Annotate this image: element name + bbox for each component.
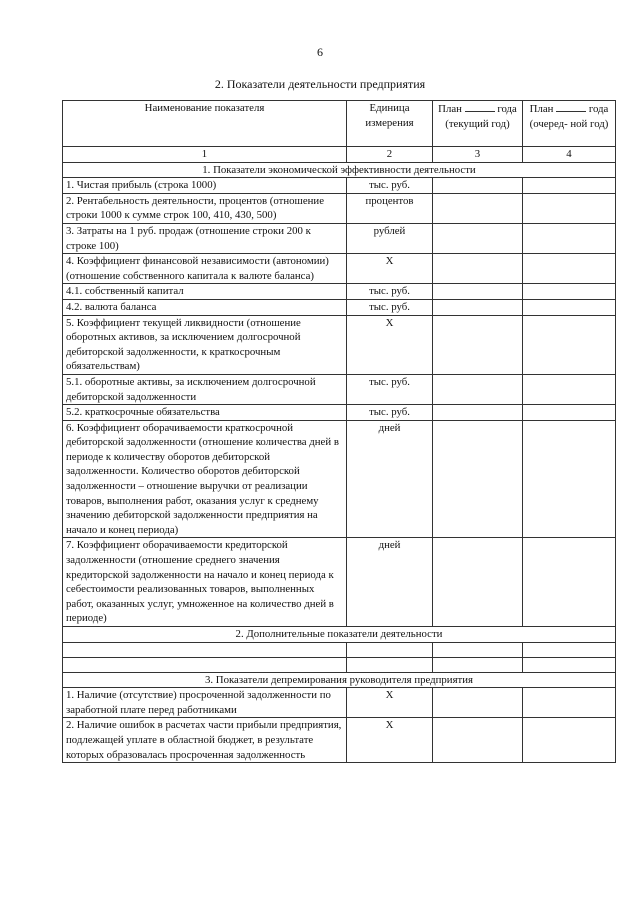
header-plan-current-suffix: года (текущий год) (445, 103, 517, 130)
indicator-row (63, 718, 616, 763)
plan-current-value (433, 718, 523, 763)
indicator-unit: тыс. руб. (347, 178, 433, 194)
indicator-unit: X (347, 688, 433, 718)
blank-line (556, 101, 586, 112)
indicator-name: 7. Коэффициент оборачиваемости кредиторской задолженности (отношение среднего значения кредиторской задолженности на начало и конец периода к себестоимости реализованных товаров, выполненных работ, оказанных услуг, умноженное на количество дней в периоде) (63, 538, 347, 627)
column-number: 4 (523, 147, 616, 163)
indicator-name: 5.2. краткосрочные обязательства (63, 405, 347, 421)
plan-current-value (433, 405, 523, 421)
indicator-unit: тыс. руб. (347, 299, 433, 315)
plan-next-value (523, 688, 616, 718)
indicator-row (63, 374, 616, 404)
indicator-name: 4.1. собственный капитал (63, 284, 347, 300)
plan-next-value (523, 420, 616, 538)
header-plan-current (433, 101, 523, 147)
plan-next-value (523, 718, 616, 763)
plan-next-value (523, 193, 616, 223)
section-header-row (63, 627, 616, 643)
indicator-row (63, 299, 616, 315)
indicator-unit: X (347, 315, 433, 374)
plan-current-value (433, 299, 523, 315)
plan-next-value (523, 405, 616, 421)
header-unit: Единица измерения (347, 101, 433, 147)
plan-current-value (433, 374, 523, 404)
indicator-unit: процентов (347, 193, 433, 223)
indicator-row (63, 688, 616, 718)
empty-cell (523, 657, 616, 672)
indicator-unit: тыс. руб. (347, 405, 433, 421)
column-number: 3 (433, 147, 523, 163)
header-plan-next (523, 101, 616, 147)
indicator-unit: тыс. руб. (347, 284, 433, 300)
page-number: 6 (317, 45, 323, 59)
plan-next-value (523, 374, 616, 404)
indicator-row (63, 223, 616, 253)
plan-current-value (433, 223, 523, 253)
indicator-row (63, 420, 616, 538)
indicator-unit: дней (347, 538, 433, 627)
empty-row (63, 642, 616, 657)
empty-cell (433, 657, 523, 672)
indicators-table (62, 100, 616, 763)
plan-next-value (523, 284, 616, 300)
indicator-unit: рублей (347, 223, 433, 253)
plan-next-value (523, 178, 616, 194)
section1-title: 1. Показатели экономической эффективности деятельности (63, 162, 616, 178)
column-number: 2 (347, 147, 433, 163)
indicator-row (63, 284, 616, 300)
section3-title: 3. Показатели депремирования руководителя предприятия (63, 672, 616, 688)
indicator-name: 1. Наличие (отсутствие) просроченной задолженности по заработной плате перед работниками (63, 688, 347, 718)
section-header-row (63, 162, 616, 178)
indicator-name: 2. Рентабельность деятельности, процентов (отношение строки 1000 к сумме строк 100, 410, 430, 500) (63, 193, 347, 223)
plan-current-value (433, 420, 523, 538)
column-number: 1 (63, 147, 347, 163)
indicator-unit: X (347, 718, 433, 763)
indicator-unit: дней (347, 420, 433, 538)
indicator-name: 1. Чистая прибыль (строка 1000) (63, 178, 347, 194)
empty-cell (433, 642, 523, 657)
section-header-row (63, 672, 616, 688)
column-number-row (63, 147, 616, 163)
plan-current-value (433, 688, 523, 718)
header-plan-next-suffix: года (очеред- ной год) (529, 103, 609, 130)
indicator-name: 5.1. оборотные активы, за исключением долгосрочной дебиторской задолженности (63, 374, 347, 404)
indicator-name: 2. Наличие ошибок в расчетах части прибыли предприятия, подлежащей уплате в областной бюджет, в результате которых образовалась просроченная задолженность (63, 718, 347, 763)
plan-current-value (433, 284, 523, 300)
empty-cell (347, 657, 433, 672)
section2-title: 2. Дополнительные показатели деятельности (63, 627, 616, 643)
indicator-name: 5. Коэффициент текущей ликвидности (отношение оборотных активов, за исключением долгосрочной дебиторской задолженности, к краткосрочным обязательствам) (63, 315, 347, 374)
indicator-row (63, 254, 616, 284)
empty-row (63, 657, 616, 672)
header-row (63, 101, 616, 147)
indicator-name: 4.2. валюта баланса (63, 299, 347, 315)
plan-current-value (433, 254, 523, 284)
plan-current-value (433, 315, 523, 374)
indicator-row (63, 405, 616, 421)
indicator-name: 6. Коэффициент оборачиваемости краткосрочной дебиторской задолженности (отношение количества дней в периоде к количеству оборотов дебиторской задолженности. Количество оборотов дебиторской задолженности – отношение выручки от реализации товаров, выполнения работ, оказания услуг к среднему значению дебиторской задолженности предприятия на начало и конец периода) (63, 420, 347, 538)
blank-line (465, 101, 495, 112)
section-title: 2. Показатели деятельности предприятия (214, 77, 426, 91)
plan-current-value (433, 193, 523, 223)
plan-next-value (523, 254, 616, 284)
empty-cell (347, 642, 433, 657)
empty-cell (63, 642, 347, 657)
indicator-name: 4. Коэффициент финансовой независимости (автономии) (отношение собственного капитала к валюте баланса) (63, 254, 347, 284)
indicator-row (63, 178, 616, 194)
indicator-row (63, 315, 616, 374)
indicator-unit: X (347, 254, 433, 284)
empty-cell (63, 657, 347, 672)
plan-current-value (433, 538, 523, 627)
indicator-row (63, 193, 616, 223)
header-plan-next-prefix: План (529, 103, 554, 115)
plan-next-value (523, 299, 616, 315)
indicator-row (63, 538, 616, 627)
header-name: Наименование показателя (63, 101, 347, 147)
plan-next-value (523, 315, 616, 374)
indicator-unit: тыс. руб. (347, 374, 433, 404)
plan-next-value (523, 538, 616, 627)
empty-cell (523, 642, 616, 657)
header-plan-current-prefix: План (438, 103, 462, 115)
indicator-name: 3. Затраты на 1 руб. продаж (отношение строки 200 к строке 100) (63, 223, 347, 253)
plan-next-value (523, 223, 616, 253)
plan-current-value (433, 178, 523, 194)
